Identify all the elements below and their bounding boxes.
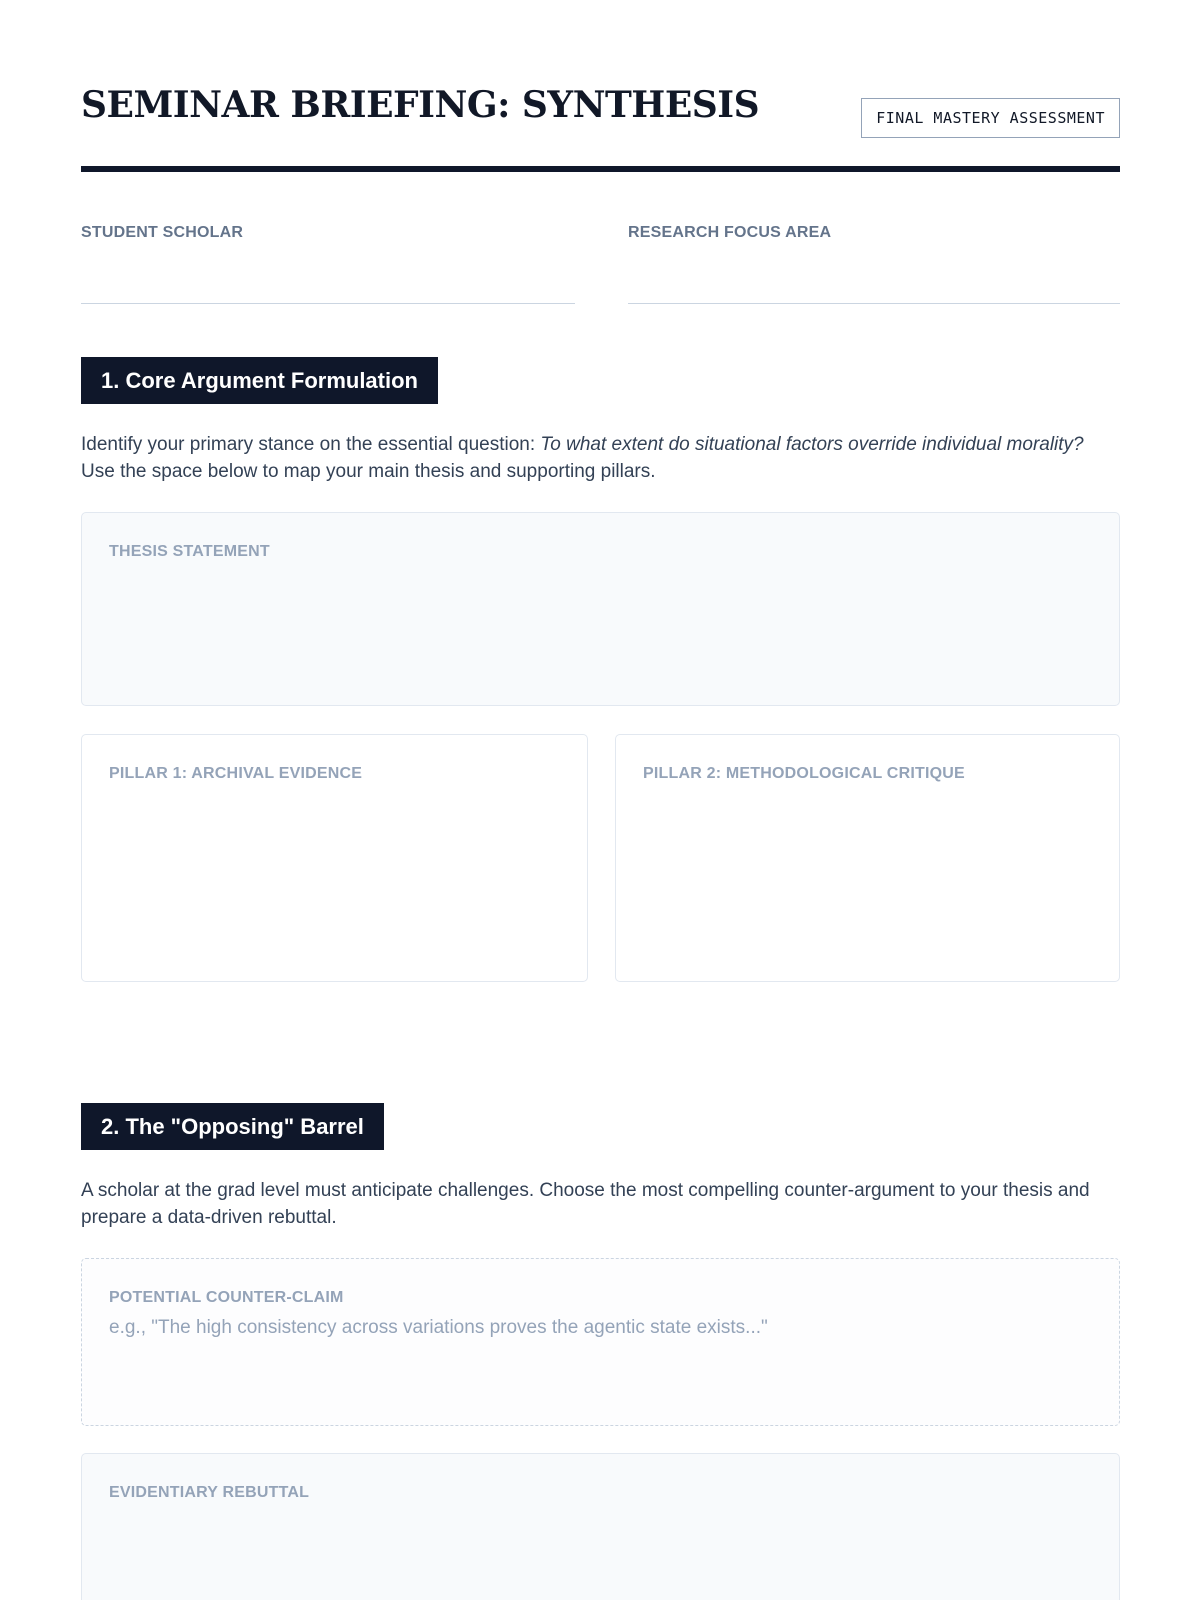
pillar-2-box[interactable] [615, 734, 1120, 982]
section-1-intro-tail: Use the space below to map your main thesis and supporting pillars. [81, 461, 656, 482]
counter-claim-label: POTENTIAL COUNTER-CLAIM [109, 1289, 344, 1306]
page-header [81, 80, 1120, 172]
research-focus-field[interactable] [628, 224, 1120, 304]
pillar-1-box[interactable] [81, 734, 588, 982]
section-2-intro: A scholar at the grad level must anticipate challenges. Choose the most compelling counter-argument to your thesis and prepare a data-driven rebuttal. [81, 1180, 1090, 1228]
section-1-heading: 1. Core Argument Formulation [81, 357, 438, 404]
pillar-2-label: PILLAR 2: METHODOLOGICAL CRITIQUE [643, 765, 965, 782]
counter-claim-placeholder: e.g., "The high consistency across variations proves the agentic state exists..." [109, 1317, 768, 1338]
essential-question: To what extent do situational factors override individual morality? [540, 434, 1084, 455]
section-1-intro-lead: Identify your primary stance on the essential question: [81, 434, 541, 455]
research-focus-label: RESEARCH FOCUS AREA [628, 224, 832, 241]
pillar-1-label: PILLAR 1: ARCHIVAL EVIDENCE [109, 765, 363, 782]
counter-claim-box[interactable] [81, 1258, 1120, 1426]
section-1-intro [81, 431, 1120, 485]
student-scholar-label: STUDENT SCHOLAR [81, 224, 244, 241]
thesis-statement-box[interactable] [81, 512, 1120, 706]
thesis-statement-label: THESIS STATEMENT [109, 543, 270, 560]
evidentiary-rebuttal-label: EVIDENTIARY REBUTTAL [109, 1484, 310, 1501]
page-title: SEMINAR BRIEFING: SYNTHESIS [81, 84, 760, 126]
evidentiary-rebuttal-box[interactable] [81, 1453, 1120, 1600]
student-scholar-field[interactable] [81, 224, 575, 304]
assessment-badge: FINAL MASTERY ASSESSMENT [861, 98, 1120, 138]
section-2-heading: 2. The "Opposing" Barrel [81, 1103, 384, 1150]
